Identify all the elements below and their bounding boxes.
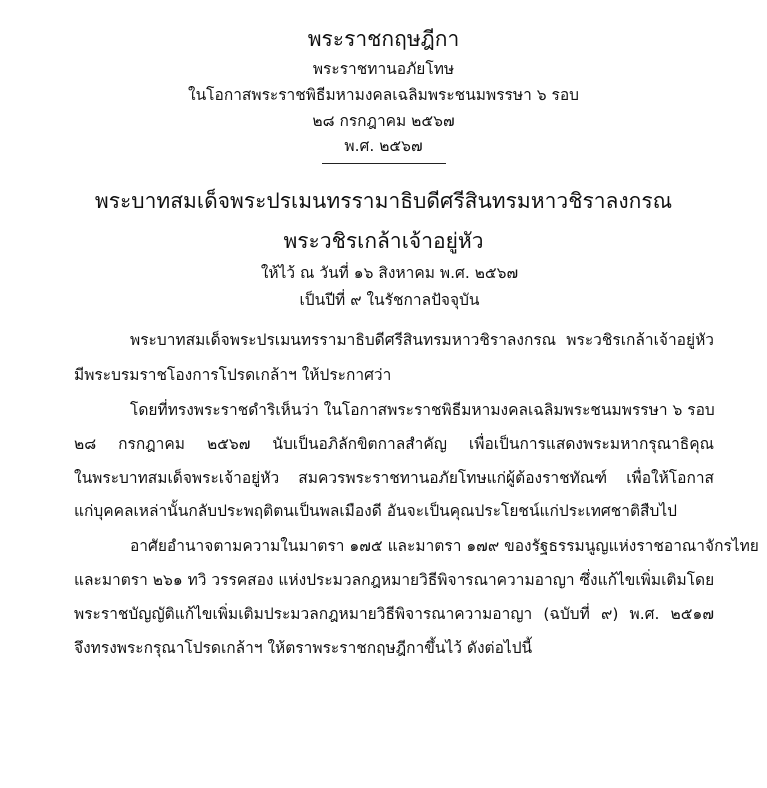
decree-subtitle: พระราชทานอภัยโทษ [312,60,455,78]
reign-year: เป็นปีที่ ๙ ในรัชกาลปัจจุบัน [299,291,480,309]
paragraph-3-line-2: และมาตรา ๒๖๑ ทวิ วรรคสอง แห่งประมวลกฎหมายวิธีพิจารณาความอาญา ซึ่งแก้ไขเพิ่มเติมโดย [74,571,715,589]
paragraph-3-line-4: จึงทรงพระกรุณาโปรดเกล้าฯ ให้ตราพระราชกฤษฎีกาขึ้นไว้ ดังต่อไปนี้ [74,639,533,657]
header-divider [322,163,446,164]
paragraph-2-line-4: แก่บุคคลเหล่านั้นกลับประพฤติตนเป็นพลเมืองดี อันจะเป็นคุณประโยชน์แก่ประเทศชาติสืบไป [74,502,677,520]
decree-title: พระราชกฤษฎีกา [307,27,460,51]
decree-occasion: ในโอกาสพระราชพิธีมหามงคลเฉลิมพระชนมพรรษา ๖ รอบ [188,86,579,104]
decree-year: พ.ศ. ๒๕๖๗ [344,137,423,155]
paragraph-3-line-1: อาศัยอำนาจตามความในมาตรา ๑๗๕ และมาตรา ๑๗๙ ของรัฐธรรมนูญแห่งราชอาณาจักรไทย [130,537,759,555]
given-date: ให้ไว้ ณ วันที่ ๑๖ สิงหาคม พ.ศ. ๒๕๖๗ [260,264,519,282]
paragraph-1-line-1: พระบาทสมเด็จพระปรเมนทรรามาธิบดีศรีสินทรมหาวชิราลงกรณ พระวชิรเกล้าเจ้าอยู่หัว [130,331,714,349]
paragraph-1-line-2: มีพระบรมราชโองการโปรดเกล้าฯ ให้ประกาศว่า [74,366,392,384]
king-name-line-2: พระวชิรเกล้าเจ้าอยู่หัว [283,229,484,253]
paragraph-3-line-3: พระราชบัญญัติแก้ไขเพิ่มเติมประมวลกฎหมายวิธีพิจารณาความอาญา (ฉบับที่ ๙) พ.ศ. ๒๕๑๗ [74,605,714,623]
king-name-line-1: พระบาทสมเด็จพระปรเมนทรรามาธิบดีศรีสินทรมหาวชิราลงกรณ [94,189,673,213]
paragraph-2-line-1: โดยที่ทรงพระราชดำริเห็นว่า ในโอกาสพระราชพิธีมหามงคลเฉลิมพระชนมพรรษา ๖ รอบ [130,401,715,419]
decree-date: ๒๘ กรกฎาคม ๒๕๖๗ [312,112,455,130]
paragraph-2-line-3: ในพระบาทสมเด็จพระเจ้าอยู่หัว สมควรพระราชทานอภัยโทษแก่ผู้ต้องราชทัณฑ์ เพื่อให้โอกาส [74,469,714,487]
paragraph-2-line-2: ๒๘ กรกฎาคม ๒๕๖๗ นับเป็นอภิลักขิตกาลสำคัญ เพื่อเป็นการแสดงพระมหากรุณาธิคุณ [74,435,714,453]
